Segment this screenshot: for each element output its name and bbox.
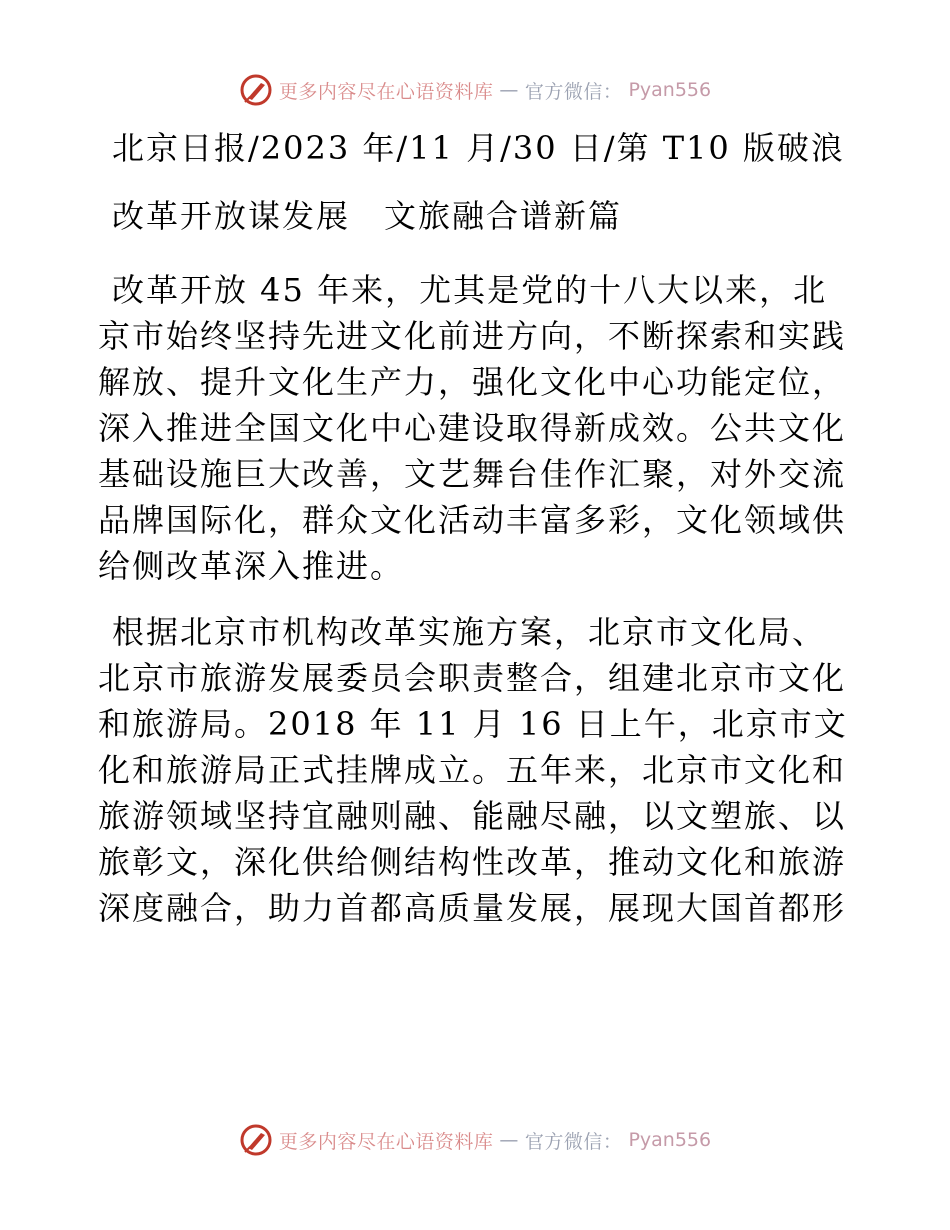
article-body — [98, 125, 850, 951]
paragraph-line: 和旅游局。2018 年 11 月 16 日上午，北京市文 — [98, 705, 848, 743]
paragraph-line: 根据北京市机构改革实施方案，北京市文化局、 — [112, 613, 827, 651]
watermark-contact-label: 官方微信： — [524, 1130, 623, 1153]
watermark-dash: — — [499, 79, 519, 101]
paragraph-line: 北京市旅游发展委员会职责整合，组建北京市文化 — [98, 659, 847, 697]
paragraph-line: 基础设施巨大改善，文艺舞台佳作汇聚，对外交流 — [98, 455, 847, 493]
paragraph-line: 旅彰文，深化供给侧结构性改革，推动文化和旅游 — [98, 843, 847, 881]
paragraph-line: 旅游领域坚持宜融则融、能融尽融，以文塑旅、以 — [98, 797, 847, 835]
article-headline: 改革开放谋发展 文旅融合谱新篇 — [112, 197, 623, 235]
watermark-footer — [0, 1122, 950, 1158]
watermark-header — [0, 72, 950, 108]
paragraph-line: 解放、提升文化生产力，强化文化中心功能定位， — [98, 363, 847, 401]
quill-logo-icon — [239, 1123, 273, 1157]
paragraph-line: 京市始终坚持先进文化前进方向，不断探索和实践 — [98, 317, 847, 355]
paragraph-line: 深入推进全国文化中心建设取得新成效。公共文化 — [98, 409, 847, 447]
paragraph-1 — [98, 267, 850, 589]
quill-logo-icon — [239, 73, 273, 107]
watermark-text: 更多内容尽在心语资料库 — [278, 1130, 494, 1153]
paragraph-line: 给侧改革深入推进。 — [98, 547, 405, 585]
watermark-contact-id: Pyan556 — [628, 79, 712, 101]
watermark-contact-id: Pyan556 — [628, 1129, 712, 1151]
paragraph-2 — [98, 609, 850, 931]
paragraph-line: 深度融合，助力首都高质量发展，展现大国首都形 — [98, 889, 847, 927]
paragraph-line: 改革开放 45 年来，尤其是党的十八大以来，北 — [112, 271, 828, 309]
watermark-dash: — — [499, 1129, 519, 1151]
article-source: 北京日报/2023 年/11 月/30 日/第 T10 版破浪 — [112, 129, 845, 167]
watermark-contact-label: 官方微信： — [524, 80, 623, 103]
paragraph-line: 化和旅游局正式挂牌成立。五年来，北京市文化和 — [98, 751, 847, 789]
watermark-text: 更多内容尽在心语资料库 — [278, 80, 494, 103]
paragraph-line: 品牌国际化，群众文化活动丰富多彩，文化领域供 — [98, 501, 847, 539]
